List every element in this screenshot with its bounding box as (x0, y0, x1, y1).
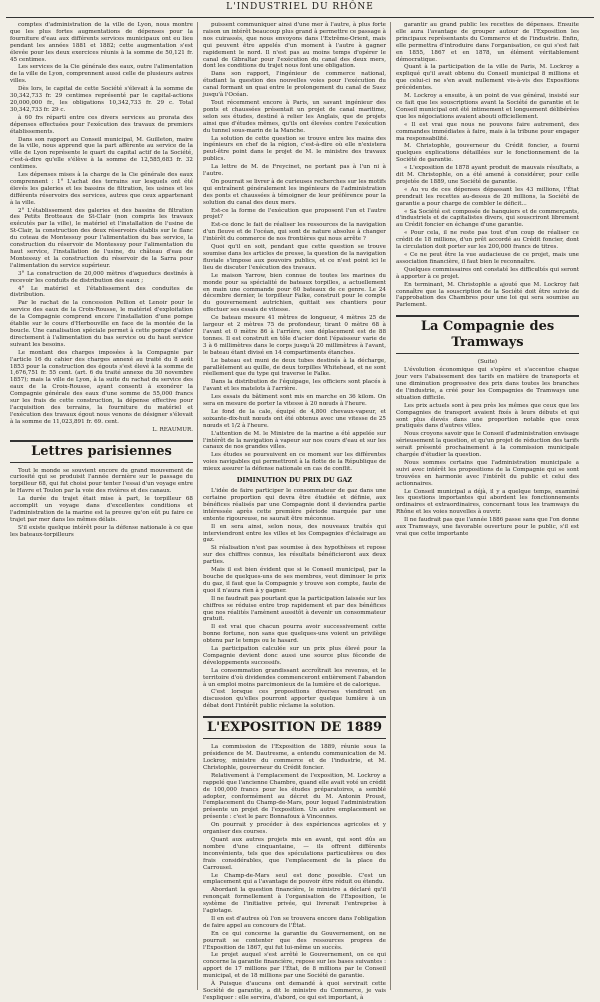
paragraph: Nous sommes certains que l'administration municipale a suivi avec intérêt les propositions de la Compagnie qui se sont trouvées en harmonie avec l'intérêt du public et celui des actionnaires. (396, 459, 579, 487)
paragraph: L'évolution économique qui s'opère et s'accentue chaque jour vers l'abaissement des tarifs en matière de transports et une diminution progressive des prix dans toutes les branches de l'industrie, a créé pour les Compagnies de Tramways une situation difficile. (396, 367, 579, 401)
paragraph: La commission de l'Exposition de 1889, réunie sous la présidence de M. Dautresme, a entendu communication de M. Lockroy, ministre du commerce et de l'industrie, et M. Christophle, gouverneur du Crédit foncier. (203, 744, 386, 771)
paragraph: Les prix actuels sont à peu près les mêmes que ceux que les Compagnies de transport avaient fixés à leurs débuts et qui sont plus élevés dans une proportion notable que ceux pratiqués dans d'autres villes. (396, 402, 579, 430)
section-heading-exposition: L'EXPOSITION DE 1889 (203, 716, 386, 739)
paragraph: La durée du trajet était mise à part, le torpilleur 68 accomplit un voyage dans d'excellentes conditions et l'administration de la marine est la preuve qu'on eût pu faire ce trajet par mer dans les mêmes délais. (10, 496, 193, 523)
paragraph: Il est vrai que chacun pourra avoir successivement cette bonne fortune, non sans que quelques-uns voient un privilège obtenu par le temps ou le hasard. (203, 624, 386, 645)
column-2 (203, 22, 386, 1001)
paragraph: Nous croyons savoir que le Conseil d'administration envisage sérieusement la question, et qu'un projet de réduction des tarifs serait présenté prochainement à la commission municipale chargée d'étudier la question. (396, 431, 579, 459)
paragraph: Quelques commissaires ont constaté les difficultés qui seront à apporter à ce projet. (396, 266, 579, 280)
paragraph: Si réalisation n'est pas soumise à des hypothèses et repose sur des chiffres connus, les résultats bénéficieront aux deux parties. (203, 545, 386, 566)
paragraph: à 60 frs réparti entre ces divers services au prorata des dépenses effectuées pour l'exécution des travaux de premiers établissements. (10, 114, 193, 135)
paragraph: « Ce ne peut être la vue audacieuse de ce projet, mais une association financière, il faut bien le reconnaître. (396, 252, 579, 265)
paragraph: Dans la distribution de l'équipage, les officiers sont placés à l'avant et les matelots à l'arrière. (203, 379, 386, 393)
paragraph: Le fond de la cale, équipé de 4,800 chevaux-vapeur, et soixante-dix-huit nœuds ont été obtenus avec une vitesse de 25 nœuds et 1/2 à l'heure. (203, 408, 386, 429)
paragraph: La lettre de M. de Freycinet, ne portant pas à l'un ni à l'autre. (203, 164, 386, 178)
paragraph: Quant aux autres projets mis en avant, qui sont dûs au nombre d'une cinquantaine, — ils offrent différents inconvénients, tels que des spéculations particulières ou des frais considérables, que l'emplacement de la place du Carrousel. (203, 836, 386, 871)
paragraph: M. Christophle, gouverneur du Crédit foncier, a fourni quelques explications détaillées sur le fonctionnement de la Société de garantie. (396, 143, 579, 164)
paragraph: Le projet auquel s'est arrêté le Gouvernement, on ce qui concerne la garantie financière, repose sur les bases suivantes : apport de 17 millions par l'État, de 8 millions par le Conseil municipal, et de 18 millions par une Société de garantie. (203, 952, 386, 980)
section-heading-gaz: DIMINUTION DU PRIX DU GAZ (236, 476, 353, 485)
paragraph: « Au vu de ces dépenses dépassant les 43 millions, l'État prendrait les recettes au-dessus de 20 millions, la Société de garantie a pour charge de combler le déficit... (396, 186, 579, 207)
paragraph: Il ne faudrait pas pourtant que la participation laissée sur les chiffres se réduise entre trop rapidement et par des bénéfices que nos réalités l'amènent aussitôt à devenir un consommateur gratuit. (203, 595, 386, 623)
section-heading-lettres: Lettres parisiennes (10, 440, 193, 463)
column-divider (197, 22, 198, 990)
column-1 (10, 22, 193, 992)
paragraph: Le montant des charges imposées à la Compagnie par l'article 16 du cahier des charges annexé au traité du 8 août 1853 pour la construction des égouts s'est élevé à la somme de 1,676,751 fr. 55 cent. (art. 6 du traité annexe du 30 novembre 1857); mais la ville de Lyon, à la suite du rachat du service des eaux de la Croix-Rousse, ayant consenti à exonérer la Compagnie générale des eaux d'une somme de 55,000 francs sur les frais de cette construction, la dépense effective pour l'acquisition des terrains, la fourniture du matériel et l'exécution des travaux égout nous venons de désigner s'élevait à la somme de 11,023,891 fr. 69. cent. (10, 349, 193, 425)
section-subheading: (Suite) (477, 359, 498, 366)
paragraph: « Sa Société est composée de banquiers et de commerçants, d'industriels et de capitalistes divers, qui souscriront librement au Crédit foncier en échange d'une garantie. (396, 208, 579, 229)
paragraph: Dans son rapport au Conseil municipal, M. Guilleton, maire de la ville, nous apprend que la part afférente au service de la ville de Lyon représente le quart du capital actif de la Société, c'est-à-dire qu'elle s'élève à la somme de 12,585,683 fr. 32 centimes. (10, 136, 193, 171)
top-rule (6, 17, 594, 18)
paragraph: Les dépenses mises à la charge de la Cie générale des eaux comprennent : 1° L'achat des terrains sur lesquels ont été élevés les galeries et les bassins de filtration, les usines et les différents réservoirs des services, autres que ceux appartenant à la ville. (10, 172, 193, 206)
paragraph: Dans son rapport, l'ingénieur de commerce national, étudiant la question des nouvelles voies pour l'exécution du canal formant un quai entre le prolongement du canal de Suez jusqu'à l'Océan. (203, 71, 386, 99)
paragraph: Les essais du bâtiment sont mis en marche en 36 kilom. On sera en mesure de porter la vitesse à 20 nœuds à l'heure. (203, 394, 386, 408)
paragraph: Est-ce donc le fait de réaliser les ressources de la navigation d'un fleuve et de l'océan, qui sont de nature absolue à changer l'intérêt du commerce de nos frontières qui nous arrête ? (203, 222, 386, 243)
section-heading-tramways: La Compagnie des Tramways (396, 315, 579, 354)
paragraph: C'est lorsque ces propositions diverses viendront en discussion qu'elles pourront apporter quelque lumière à un débat dont l'intérêt public réclame la solution. (203, 689, 386, 710)
paragraph: En terminant, M. Christophle a ajouté que M. Lockroy fait connaître que la souscription de la Société doit être suivie de l'approbation des Chambres pour une loi qui sera soumise au Parlement. (396, 281, 579, 309)
paragraph: Mais il est bien évident que si le Conseil municipal, par la bouche de quelques-uns de ses membres, veut diminuer le prix du gaz, il faut que la Compagnie y trouve son compte, faute de quoi il n'aura rien à y gagner. (203, 567, 386, 594)
paragraph: En ce qui concerne la garantie du Gouvernement, on ne pourrait se contenter que des ressources propres de l'Exposition de 1867, qui fut lui-même un succès. (203, 930, 386, 951)
paragraph: puissent communiquer ainsi d'une mer à l'autre, à plus forte raison un intérêt beaucoup plus grand à permettre ce passage à nos cuirassés, que nous envoyons dans l'Extrême-Orient, mais qui peuvent être appelés d'un moment à l'autre à gagner rapidement le nord. Il n'est pas au moins temps d'opérer le canal de Gibraltar pour l'exécution du canal des deux mers, dont les conditions du trajet nous font une obligation. (203, 22, 386, 70)
paragraph: Est-ce la forme de l'exécution que proposent l'un et l'autre projet? (203, 207, 386, 221)
paragraph: L'idée de faire participer le consommateur de gaz dans une certaine proportion qui devra être étudiée et définie, aux bénéfices réalisés par une Compagnie dont il deviendra partie intéressée après cette première période marquée par une entente rigoureuse, ne saurait être méconnue. (203, 488, 386, 522)
paragraph: Il ne faudrait pas que l'année 1886 passe sans que l'on donne aux Tramways, une favorable ouverture pour le public, s'il est vrai que cette importante (396, 517, 580, 537)
paragraph: La consommation grandissant accroîtrait les revenus, et le territoire d'où dividendes commenceront entièrement l'abandon à un emploi moins parcimonieux de la lumière et de calorique. (203, 667, 386, 688)
paragraph: « Il est vrai que nous ne pouvons faire autrement, des commandes immédiates à faire, mais à la tribune pour engager ma responsabilité. (396, 121, 579, 142)
paragraph: Le maison Yarrow, bien connue de toutes les marines du monde pour sa spécialité de bateaux torpilles, a actuellement en main une commande pour 60 bateaux de ce genre. Le 24 décembre dernier, le torpilleur Falke, construit pour le compte du gouvernement autrichien, quittait ses chantiers pour effectuer ses essais de vitesse. (203, 272, 386, 314)
paragraph: Tout le monde se souvient encore du grand mouvement de curiosité qui se produisit l'année dernière sur le passage du torpilleur 68, qui fut choisi pour tenter l'essai d'un voyage entre le Havre et Toulon par la voie des rivières et des canaux. (10, 467, 193, 495)
column-3 (396, 22, 579, 992)
paragraph: M. Lockroy a ensuite, à un point de vue général, insisté sur ce fait que les souscriptions avant la Société de garantie et le Conseil municipal ont été intimement et longuement délibérées que les négociations avaient abouti officiellement. (396, 93, 579, 120)
paragraph: Le Conseil municipal a déjà, il y a quelque temps, examiné les questions importantes qui abordent les fonctionnements ordinaires et extraordinaires, concernant tous les tramways du Rhône et les voies nouvelles à ouvrir. (396, 488, 579, 516)
paragraph: 3° La construction de 20,000 mètres d'aqueducs destinés à recevoir les conduits de distribution des eaux ; (10, 270, 193, 284)
paragraph: Quant à la participation de la ville de Paris, M. Lockroy a expliqué qu'il avait obtenu du Conseil municipal 8 millions et que celui-ci ne s'en avait nullement vis-à-vis des Expositions précédentes. (396, 64, 579, 92)
page-masthead: L'INDUSTRIEL DU RHÔNE (226, 2, 374, 12)
paragraph: Dès lors, le capital de cette Société s'élevait à la somme de 30,342,733 fr. 29 centimes représenté par le capital-actions 20,000,000 fr., les obligations 10,342,733 fr. 29 c. Total 30,342,733 fr. 29 c. (10, 86, 193, 113)
paragraph: garantir au grand public les recettes de dépenses. Ensuite elle aura l'avantage de grouper autour de l'Exposition les principaux représentants du Commerce et de l'industrie. Enfin, elle permettra d'introduire dans l'organisation, ce qui s'est fait en 1855, 1867 et en 1878, un élément véritablement démocratique. (396, 22, 579, 63)
paragraph: S'il existe quelque intérêt pour la défense nationale à ce que les bateaux-torpilleurs (10, 524, 193, 538)
paragraph: L'attention de M. le Ministre de la marine a été appelée sur l'intérêt de la navigation à vapeur sur nos cours d'eau et sur les canaux de nos grandes villes. (203, 430, 386, 451)
paragraph: On pourrait se livrer à de curieuses recherches sur les motifs qui entraînent généralement les ingénieurs de l'administration des ponts et chaussées à témoigner de leur préférence pour la solution du canal des deux mers. (203, 178, 386, 206)
paragraph: Par le rachat de la concession Pellion et Lenoir pour le service des eaux de la Croix-Rousse, le matériel d'exploitation de la Compagnie comprend encore l'installation d'une pompe établie sur le cours d'Herbouville en face de la montée de la boucle. Une canalisation spéciale permet à cette pompe d'aider directement à l'alimentation du bas service ou du haut service suivant les besoins. (10, 300, 193, 348)
paragraph: comptes d'administration de la ville de Lyon, nous montre que les plus fortes augmentations de dépenses pour la fourniture d'eau aux différents services municipaux ont eu lieu pendant les années 1881 et 1882; cette augmentation s'est élevée pour les deux exercices réunis à la somme de 50,121 fr. 45 centimes. (10, 22, 193, 63)
paragraph: « Pour cela, il ne reste pas tout d'un coup de réaliser ce crédit de 18 millions, d'un prêt accordé au Crédit foncier, dont la circulation doit porter sur les 200,000 francs de titres. (396, 230, 579, 251)
paragraph: La participation calculée sur un prix plus élevé pour la Compagnie devient donc aussi une source plus féconde de développements successifs. (203, 646, 386, 666)
paragraph: 4° Le matériel et l'établissement des conduites de distribution. (10, 285, 193, 299)
paragraph: 2° L'établissement des galeries et des bassins de filtration des Petits Brotteaux de St-Clair (non compris les travaux exécutés par la ville), le matériel et l'installation de l'usine de St-Clair, la construction des deux réservoirs établis sur le flanc du coteau de Montessuy pour l'alimentation du bas service, la construction du réservoir de Montessuy pour l'alimentation du haut service, l'installation de l'usine, du château d'eau de Montessuy et la construction du réservoir de la Sarra pour l'alimentation du service supérieur. (10, 207, 193, 269)
paragraph: Les services de la Cie générale des eaux, outre l'alimentation de la ville de Lyon, comprennent aussi celle de plusieurs autres villes. (10, 64, 193, 85)
paragraph: Les études se poursuivent en ce moment sur les différentes voies navigables qui permettront à la flotte de la République de mieux assurer la défense nationale en cas de conflit. (203, 452, 386, 473)
paragraph: Abordant la question financière, le ministre a déclaré qu'il renonçait formellement à l'organisation de l'Exposition, le système de l'initiative privée, qui livrerait l'entreprise à l'agiotage. (203, 887, 386, 915)
paragraph: Quoi qu'il en soit, pendant que cette question se trouve soumise dans les articles de presse, la question de la navigation fluviale s'impose aux pouvoirs publics, et ce n'est point ici le lieu de discuter l'exécution des travaux. (203, 244, 386, 271)
paragraph: À Puisque d'aucuns ont demandé à quoi servirait cette Société de garantie, a dit le ministre du Commerce, je vais l'expliquer : elle servira, d'abord, ce qui est important, à (203, 981, 386, 1001)
column-divider (390, 22, 391, 990)
paragraph: On pourrait y procéder à des expériences agricoles et y organiser des courses. (203, 822, 386, 836)
paragraph: Il en sera ainsi, selon nous, des nouveaux traités qui interviendront entre les villes et les Compagnies d'éclairage au gaz. (203, 523, 386, 544)
paragraph: Relativement à l'emplacement de l'exposition, M. Lockroy a rappelé que l'ancienne Chambre, quand elle avait voté un crédit de 100,000 francs pour les études préparatoires, a semblé adopter, conformément au décret du M. Antonin Proust, l'emplacement du Champ-de-Mars, pour lequel l'administration présente un projet de l'exposition. Un autre emplacement se présente : c'est le parc Bonnafoux à Vincennes. (203, 772, 386, 821)
paragraph: Le bateau est muni de deux tubes destinés à la décharge, parallèlement au quille, de deux torpilles Whitehead, et ne sont réellement que du type qui traverse le Falke. (203, 357, 386, 378)
paragraph: « L'exposition de 1878 ayant produit de mauvais résultats, a dit M. Christophle, on a été amené à considérer, pour celle projetée de 1889, une Société de garantie. (396, 165, 579, 185)
paragraph: Il en est d'autres où l'on se trouvera encore dans l'obligation de faire appel au concours de l'État. (203, 915, 386, 929)
paragraph: La solution de cette question se trouve entre les mains des ingénieurs en chef de la région, c'est-à-dire où elle n'existera peut-être point dans le projet de M. le ministre des travaux publics. (203, 135, 386, 163)
author-signature: L. REAUMUR. (152, 426, 193, 433)
paragraph: Ce bateau mesure 41 mètres de longueur, 4 mètres 25 de largeur et 2 mètres 75 de profondeur, tirant 0 mètre 68 à l'avant et 0 mètre 86 à l'arrière, son déplacement est de 88 tonnes. Il est construit en tôle d'acier dont l'épaisseur varie de 3 à 6 millimètres dans le corps jusqu'à 20 millimètres à l'avant, le bateau étant divisé en 14 compartiments étanches. (203, 315, 386, 356)
paragraph: Le Champ-de-Mars seul est donc possible. C'est un emplacement qui a l'avantage de pouvoir être réduit ou étendu. (203, 872, 386, 886)
paragraph: Tout récemment encore à Paris, un savant ingénieur des ponts et chaussées présentait un projet de canal maritime, selon ses études, destiné à relier les Anglais, que de projets ainsi que d'études mêmes, qu'ils ont élevées contre l'exécution du tunnel sous-marin de la Manche. (203, 99, 386, 134)
